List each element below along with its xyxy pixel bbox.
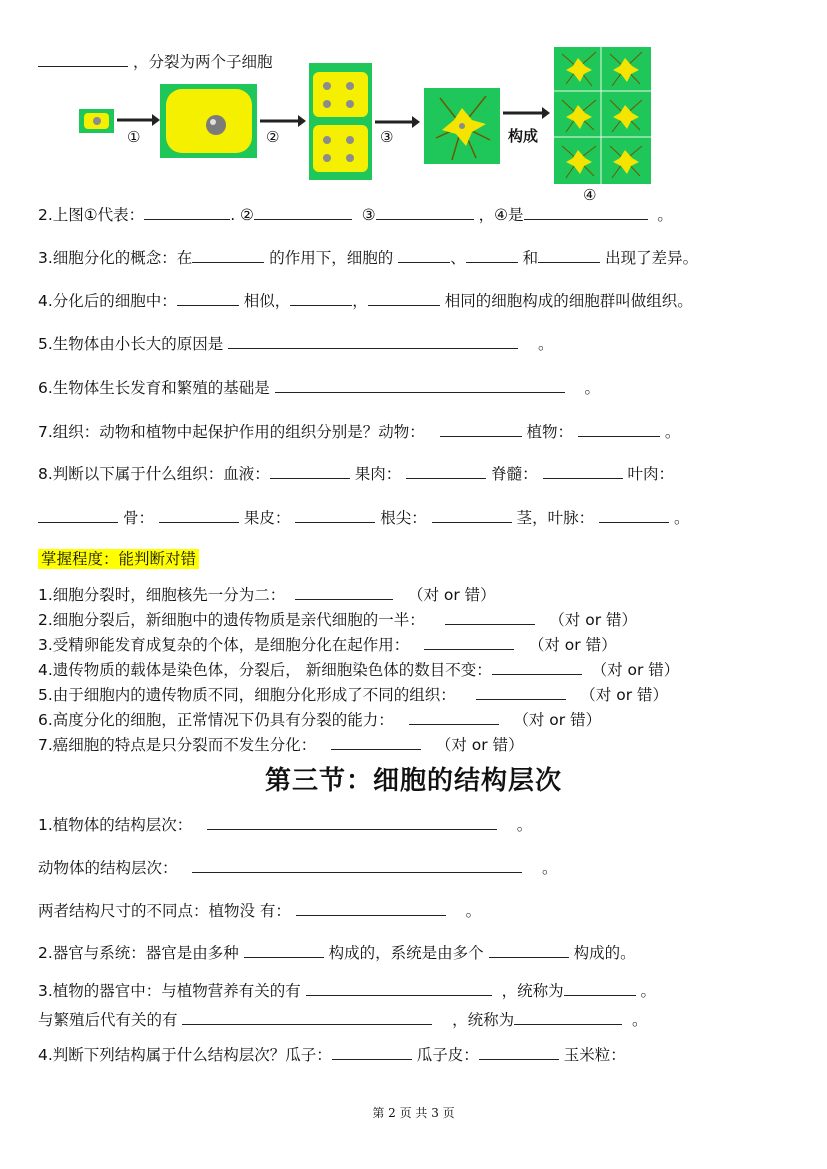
tf-item: 4.遗传物质的载体是染色体，分裂后， 新细胞染色体的数目不变： （对 or 错） (38, 661, 680, 679)
answer-blank[interactable] (564, 980, 636, 996)
tf-item: 1.细胞分裂时，细胞核先一分为二： （对 or 错） (38, 586, 496, 604)
arrow-1-label: ① (127, 128, 141, 146)
answer-blank[interactable] (398, 247, 450, 263)
cell-diagram (0, 0, 827, 210)
structure-question-1: 1.植物体的结构层次： 。 (38, 816, 533, 834)
tf-item: 2.细胞分裂后，新细胞中的遗传物质是亲代细胞的一半： （对 or 错） (38, 611, 638, 629)
small-cell (79, 109, 114, 133)
answer-blank[interactable] (295, 507, 375, 523)
answer-blank[interactable] (290, 290, 352, 306)
tf-item: 5.由于细胞内的遗传物质不同，细胞分化形成了不同的组织： （对 or 错） (38, 686, 669, 704)
cell-diagram-svg (0, 0, 827, 210)
answer-blank[interactable] (332, 1044, 412, 1060)
answer-blank[interactable] (432, 507, 512, 523)
answer-blank[interactable] (244, 942, 324, 958)
tf-item: 6.高度分化的细胞，正常情况下仍具有分裂的能力： （对 or 错） (38, 711, 602, 729)
answer-blank[interactable] (207, 814, 497, 830)
answer-blank[interactable] (479, 1044, 559, 1060)
answer-blank[interactable] (296, 900, 446, 916)
structure-question-2: 2.器官与系统：器官是由多种 构成的，系统是由多个 构成的。 (38, 944, 636, 962)
answer-blank[interactable] (38, 507, 118, 523)
answer-blank[interactable] (524, 204, 648, 220)
arrow-3-label: ③ (380, 128, 394, 146)
answer-blank[interactable] (476, 684, 566, 700)
answer-blank[interactable] (270, 463, 350, 479)
answer-blank[interactable] (543, 463, 623, 479)
question-3: 3.细胞分化的概念：在 的作用下，细胞的 、 和 出现了差异。 (38, 249, 699, 267)
answer-blank[interactable] (599, 507, 669, 523)
answer-blank[interactable] (440, 421, 522, 437)
mastery-label: 掌握程度：能判断对错 (38, 549, 199, 569)
structure-question-3: 3.植物的器官中：与植物营养有关的有 ，统称为 。 (38, 982, 657, 1000)
question-2: 2.上图①代表： . ② ③ ，④是 。 (38, 206, 673, 224)
section-title: 第三节：细胞的结构层次 (264, 766, 562, 796)
differentiated-cell (424, 88, 500, 164)
answer-blank[interactable] (177, 290, 239, 306)
structure-question-1b: 动物体的结构层次： 。 (38, 859, 558, 877)
answer-blank[interactable] (144, 204, 230, 220)
arrow-1 (117, 114, 160, 126)
tissue-label: ④ (583, 186, 597, 204)
answer-blank[interactable] (159, 507, 239, 523)
answer-blank[interactable] (578, 421, 660, 437)
answer-blank[interactable] (445, 609, 535, 625)
answer-blank[interactable] (406, 463, 486, 479)
arrow-4-label: 构成 (508, 127, 539, 145)
question-8: 8.判断以下属于什么组织：血液： 果肉： 脊髓： 叶肉： (38, 465, 675, 483)
answer-blank[interactable] (254, 204, 352, 220)
question-4: 4.分化后的细胞中： 相似， ， 相同的细胞构成的细胞群叫做组织。 (38, 292, 693, 310)
line-text: ，分裂为两个子细胞 (132, 53, 273, 71)
question-8-cont: 骨： 果皮： 根尖： 茎，叶脉： 。 (38, 507, 690, 528)
answer-blank[interactable] (492, 659, 582, 675)
answer-blank[interactable] (489, 942, 569, 958)
answer-blank[interactable] (306, 980, 492, 996)
structure-question-4: 4.判断下列结构属于什么结构层次？瓜子： 瓜子皮： 玉米粒： (38, 1046, 626, 1064)
answer-blank[interactable] (295, 584, 393, 600)
tf-item: 3.受精卵能发育成复杂的个体，是细胞分化在起作用： （对 or 错） (38, 636, 617, 654)
structure-question-1c: 两者结构尺寸的不同点：植物没 有： 。 (38, 902, 482, 920)
question-7: 7.组织：动物和植物中起保护作用的组织分别是？动物： 植物： 。 (38, 423, 681, 441)
answer-blank[interactable] (275, 377, 565, 393)
answer-blank[interactable] (192, 247, 264, 263)
arrow-2 (260, 115, 306, 127)
page-footer: 第 2 页 共 3 页 (372, 1106, 455, 1120)
arrow-4 (503, 107, 550, 119)
answer-blank[interactable] (182, 1009, 432, 1025)
large-cell (160, 84, 257, 158)
answer-blank[interactable] (376, 204, 474, 220)
tissue (554, 47, 651, 184)
answer-blank[interactable] (368, 290, 440, 306)
answer-blank[interactable] (424, 634, 514, 650)
answer-blank[interactable] (192, 857, 522, 873)
structure-question-3b: 与繁殖后代有关的有 ，统称为 。 (38, 1011, 648, 1029)
divided-cells (309, 63, 372, 180)
arrow-2-label: ② (266, 128, 280, 146)
tf-item: 7.癌细胞的特点是只分裂而不发生分化： （对 or 错） (38, 736, 524, 754)
answer-blank[interactable] (514, 1009, 622, 1025)
answer-blank[interactable] (409, 709, 499, 725)
question-6: 6.生物体生长发育和繁殖的基础是 。 (38, 379, 600, 397)
question-5: 5.生物体由小长大的原因是 。 (38, 335, 554, 353)
answer-blank[interactable] (538, 247, 600, 263)
answer-blank[interactable] (331, 734, 421, 750)
answer-blank[interactable] (466, 247, 518, 263)
answer-blank[interactable] (228, 333, 518, 349)
